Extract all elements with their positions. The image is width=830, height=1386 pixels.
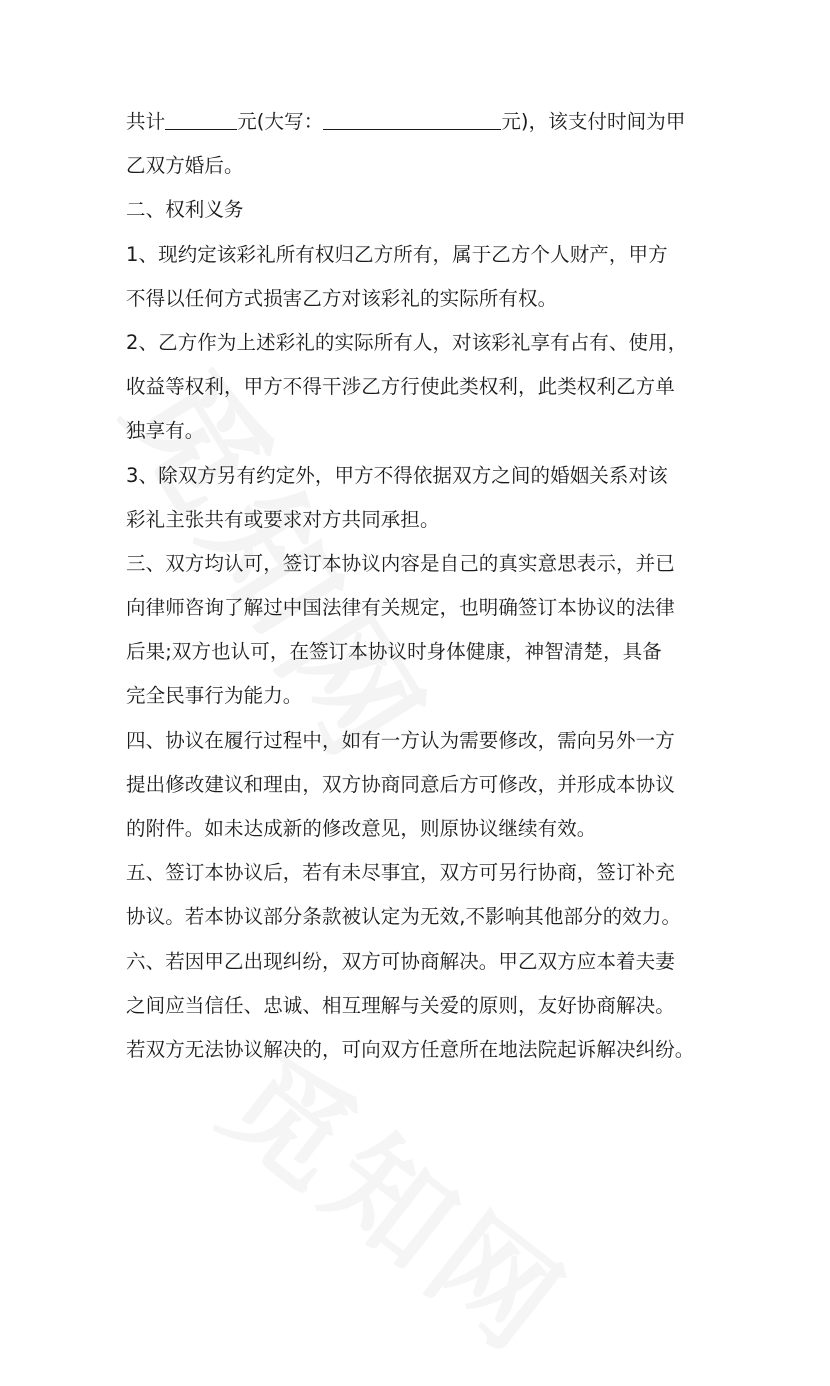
text-line: 独享有。 [126,419,205,443]
text-line: 收益等权利，甲方不得干涉乙方行使此类权利，此类权利乙方单 [126,375,675,399]
text-line: 后果;双方也认可，在签订本协议时身体健康，神智清楚，具备 [126,640,662,664]
amount-line [126,100,716,144]
text-line: 三、双方均认可，签订本协议内容是自己的真实意思表示，并已 [126,551,675,575]
text-line: 之间应当信任、忠诚、相互理解与关爱的原则，友好协商解决。 [126,993,675,1017]
text-line: 2、乙方作为上述彩礼的实际所有人，对该彩礼享有占有、使用， [126,330,688,354]
text-line: 六、若因甲乙出现纠纷，双方可协商解决。甲乙双方应本着夫妻 [126,949,675,973]
section-heading: 二、权利义务 [126,198,244,222]
text-line: 彩礼主张共有或要求对方共同承担。 [126,507,440,531]
text-line: 乙双方婚后。 [126,154,244,178]
text-line: 不得以任何方式损害乙方对该彩礼的实际所有权。 [126,286,558,310]
amount-suffix: 元)，该支付时间为甲 [501,110,686,133]
amount-uppercase-label: 元(大写： [237,110,324,133]
document-body [126,100,716,1072]
text-line: 完全民事行为能力。 [126,684,303,708]
text-line: 若双方无法协议解决的，可向双方任意所在地法院起诉解决纠纷。 [126,1037,695,1061]
text-line: 的附件。如未达成新的修改意见，则原协议继续有效。 [126,817,597,840]
text-line: 3、除双方另有约定外，甲方不得依据双方之间的婚姻关系对该 [126,463,668,487]
amount-uppercase-blank[interactable] [323,107,501,130]
text-line: 协议。若本协议部分条款被认定为无效,不影响其他部分的效力。 [126,905,682,929]
text-line: 五、签订本协议后，若有未尽事宜，双方可另行协商，签订补充 [126,861,675,885]
amount-blank[interactable] [165,107,237,130]
text-line: 四、协议在履行过程中，如有一方认为需要修改，需向另外一方 [126,728,675,752]
amount-prefix: 共计 [126,110,166,133]
text-line: 向律师咨询了解过中国法律有关规定，也明确签订本协议的法律 [126,596,675,620]
text-line: 1、现约定该彩礼所有权归乙方所有，属于乙方个人财产，甲方 [126,242,668,266]
text-line: 提出修改建议和理由，双方协商同意后方可修改，并形成本协议 [126,772,675,796]
